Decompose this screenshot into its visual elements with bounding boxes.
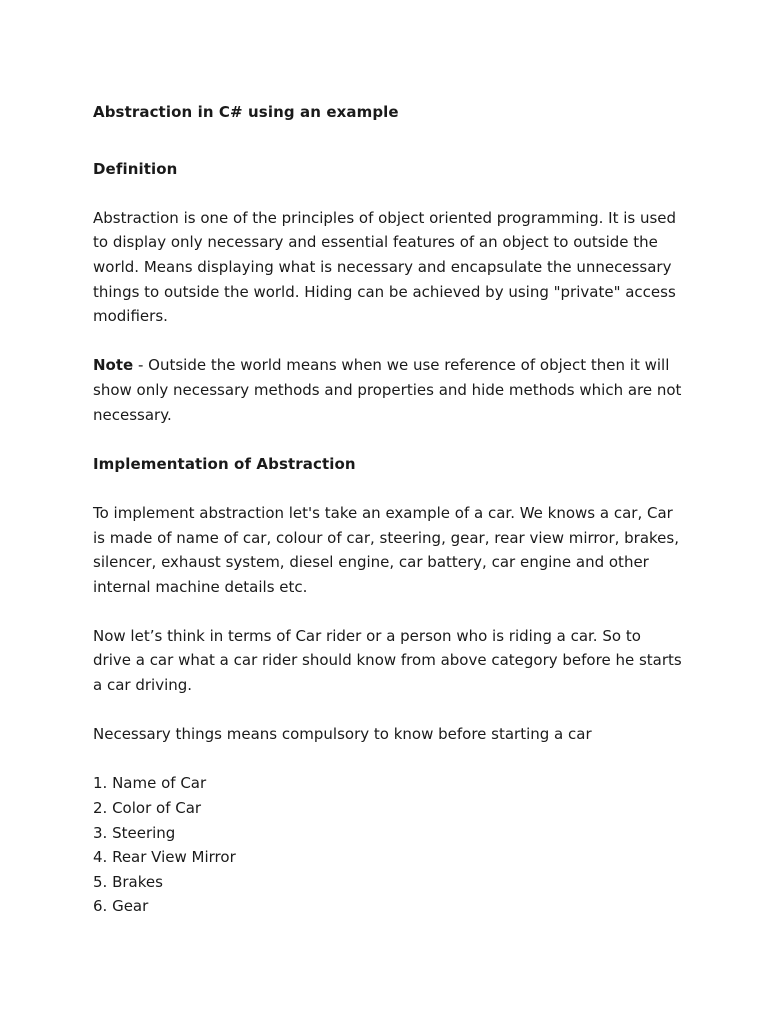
document-page — [93, 100, 683, 919]
necessary-items-list — [93, 771, 683, 919]
list-item: 4. Rear View Mirror — [93, 848, 236, 867]
list-item: 3. Steering — [93, 823, 176, 842]
definition-paragraph: Abstraction is one of the principles of object oriented programming. It is used to display only necessary and essential features of an object to outside the world. Means displaying what is necessary and encapsulate the unnecessary things to outside the world. Hiding can be achieved by using "private" access modifiers. — [93, 208, 677, 326]
note-paragraph — [93, 353, 683, 427]
necessary-intro: Necessary things means compulsory to know before starting a car — [93, 725, 592, 744]
implementation-paragraph-1: To implement abstraction let's take an example of a car. We knows a car, Car is made of name of car, colour of car, steering, gear, rear view mirror, brakes, silencer, exhaust system, diesel engine, car battery, car engine and other internal machine details etc. — [93, 503, 679, 596]
list-item: 6. Gear — [93, 897, 149, 916]
note-label: Note — [93, 356, 134, 375]
list-item: 2. Color of Car — [93, 799, 202, 818]
document-title: Abstraction in C# using an example — [93, 103, 399, 121]
list-item: 5. Brakes — [93, 872, 163, 891]
note-text: - Outside the world means when we use reference of object then it will show only necessary methods and properties and hide methods which are not necessary. — [93, 356, 682, 424]
definition-heading: Definition — [93, 159, 178, 178]
implementation-heading: Implementation of Abstraction — [93, 454, 356, 473]
implementation-paragraph-2: Now let’s think in terms of Car rider or a person who is riding a car. So to drive a car what a car rider should know from above category before he starts a car driving. — [93, 626, 682, 695]
list-item: 1. Name of Car — [93, 774, 207, 793]
